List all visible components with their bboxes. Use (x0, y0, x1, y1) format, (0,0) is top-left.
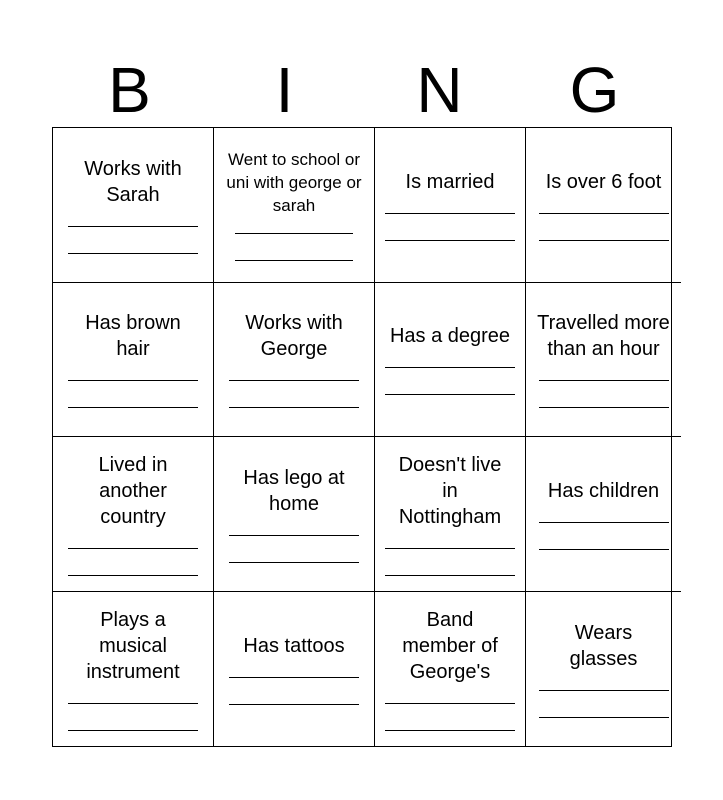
bingo-cell[interactable] (214, 128, 375, 283)
signature-line[interactable] (68, 548, 198, 549)
signature-line[interactable] (539, 522, 669, 523)
bingo-cell[interactable] (53, 128, 214, 283)
title-letter-n: N (416, 54, 463, 126)
cell-prompt: Works with Sarah (84, 157, 182, 206)
cell-prompt: Works with George (245, 312, 343, 361)
signature-line[interactable] (68, 575, 198, 576)
cell-prompt: Has brown hair (85, 312, 181, 361)
signature-line[interactable] (229, 407, 359, 408)
signature-line[interactable] (385, 703, 515, 704)
signature-line[interactable] (68, 730, 198, 731)
bingo-cell[interactable] (214, 437, 375, 592)
bingo-cell[interactable] (526, 283, 681, 438)
cell-prompt: Doesn't live in Nottingham (398, 453, 502, 528)
cell-prompt: Is over 6 foot (545, 170, 662, 193)
title-letter-g: G (569, 54, 620, 126)
signature-line[interactable] (539, 549, 669, 550)
signature-line[interactable] (385, 730, 515, 731)
signature-line[interactable] (539, 240, 669, 241)
bingo-cell[interactable] (53, 592, 214, 747)
cell-prompt: Has children (547, 479, 660, 502)
signature-line[interactable] (229, 562, 359, 563)
signature-line[interactable] (385, 213, 515, 214)
signature-line[interactable] (68, 380, 198, 381)
signature-line[interactable] (539, 213, 669, 214)
signature-line[interactable] (385, 548, 515, 549)
signature-line[interactable] (539, 690, 669, 691)
bingo-cell[interactable] (375, 283, 526, 438)
bingo-cell[interactable] (214, 283, 375, 438)
bingo-cell[interactable] (526, 128, 681, 283)
cell-prompt: Band member of George's (402, 608, 498, 683)
bingo-cell[interactable] (53, 283, 214, 438)
bingo-grid (52, 127, 672, 747)
bingo-cell[interactable] (214, 592, 375, 747)
signature-line[interactable] (539, 380, 669, 381)
signature-line[interactable] (68, 703, 198, 704)
bingo-cell[interactable] (53, 437, 214, 592)
signature-line[interactable] (385, 367, 515, 368)
cell-prompt: Has lego at home (243, 466, 345, 515)
cell-prompt: Has tattoos (243, 634, 345, 657)
cell-prompt: Went to school or uni with george or sarah (226, 150, 362, 216)
cell-prompt: Is married (405, 170, 495, 193)
signature-line[interactable] (539, 717, 669, 718)
signature-line[interactable] (229, 380, 359, 381)
signature-line[interactable] (385, 240, 515, 241)
bingo-cell[interactable] (526, 592, 681, 747)
bingo-cell[interactable] (375, 592, 526, 747)
cell-prompt: Travelled more than an hour (537, 312, 670, 361)
cell-prompt: Lived in another country (98, 453, 168, 528)
signature-line[interactable] (68, 226, 198, 227)
bingo-title (52, 50, 672, 130)
signature-line[interactable] (68, 407, 198, 408)
bingo-cell[interactable] (375, 128, 526, 283)
bingo-cell[interactable] (375, 437, 526, 592)
signature-line[interactable] (229, 677, 359, 678)
signature-line[interactable] (235, 233, 353, 234)
signature-line[interactable] (229, 535, 359, 536)
signature-line[interactable] (229, 704, 359, 705)
signature-line[interactable] (385, 394, 515, 395)
signature-line[interactable] (385, 575, 515, 576)
cell-prompt: Has a degree (389, 325, 511, 348)
signature-line[interactable] (235, 260, 353, 261)
title-letter-b: B (108, 54, 151, 126)
bingo-cell[interactable] (526, 437, 681, 592)
cell-prompt: Plays a musical instrument (86, 608, 180, 683)
title-letter-i: I (275, 54, 294, 126)
signature-line[interactable] (68, 253, 198, 254)
signature-line[interactable] (539, 407, 669, 408)
cell-prompt: Wears glasses (569, 621, 638, 670)
